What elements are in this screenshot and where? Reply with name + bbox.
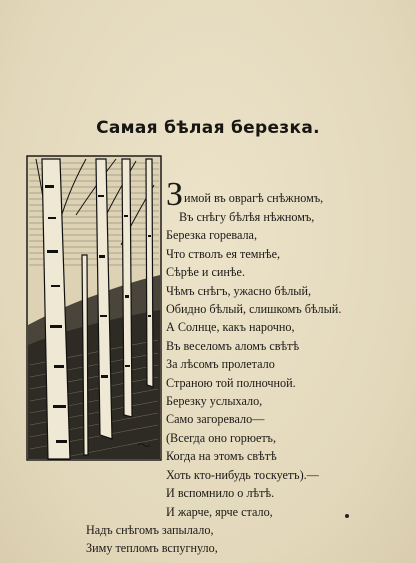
poem-line: Чѣмъ снѣгъ, ужасно бѣлый,	[166, 283, 312, 298]
poem-line: Сѣрѣе и синѣе.	[166, 265, 246, 280]
poem-text	[86, 176, 406, 558]
poem-line: (Всегда оно горюетъ,	[166, 430, 277, 445]
poem-line: Обидно бѣлый, слишкомъ бѣлый.	[166, 302, 342, 317]
poem-line: Что стволъ ея темнѣе,	[166, 246, 281, 261]
poem-line: Надъ снѣгомъ запылало,	[86, 522, 214, 537]
poem-line: Въ снѣгу бѣлѣя нѣжномъ,	[179, 210, 315, 224]
poem-line: Зимой въ оврагѣ снѣжномъ,	[166, 176, 324, 213]
poem-line: Страною той полночной.	[166, 375, 296, 390]
birch-trees-icon	[26, 155, 162, 461]
poem-line: Березка горевала,	[166, 228, 258, 243]
poem-line: Само загоревало—	[166, 412, 265, 427]
poem-line: И жарче, ярче стало,	[166, 504, 273, 519]
printers-dot	[345, 514, 349, 518]
birch-illustration	[26, 155, 162, 461]
poem-line: За лѣсомъ пролетало	[166, 357, 275, 372]
drop-cap: З	[166, 176, 184, 213]
poem-line: А Солнце, какъ нарочно,	[166, 320, 295, 335]
poem-line: Когда на этомъ свѣтѣ	[166, 449, 277, 464]
poem-line: Въ веселомъ аломъ свѣтѣ	[166, 338, 300, 353]
poem-line: Хоть кто-нибудь тоскуетъ).—	[166, 467, 319, 482]
poem-line: И вспомнило о лѣтѣ.	[166, 486, 275, 501]
poem-title: Самая бѣлая березка.	[96, 118, 320, 138]
poem-line: Зиму тепломъ вспугнуло,	[86, 541, 218, 556]
poem-line: Березку услыхало,	[166, 394, 263, 409]
